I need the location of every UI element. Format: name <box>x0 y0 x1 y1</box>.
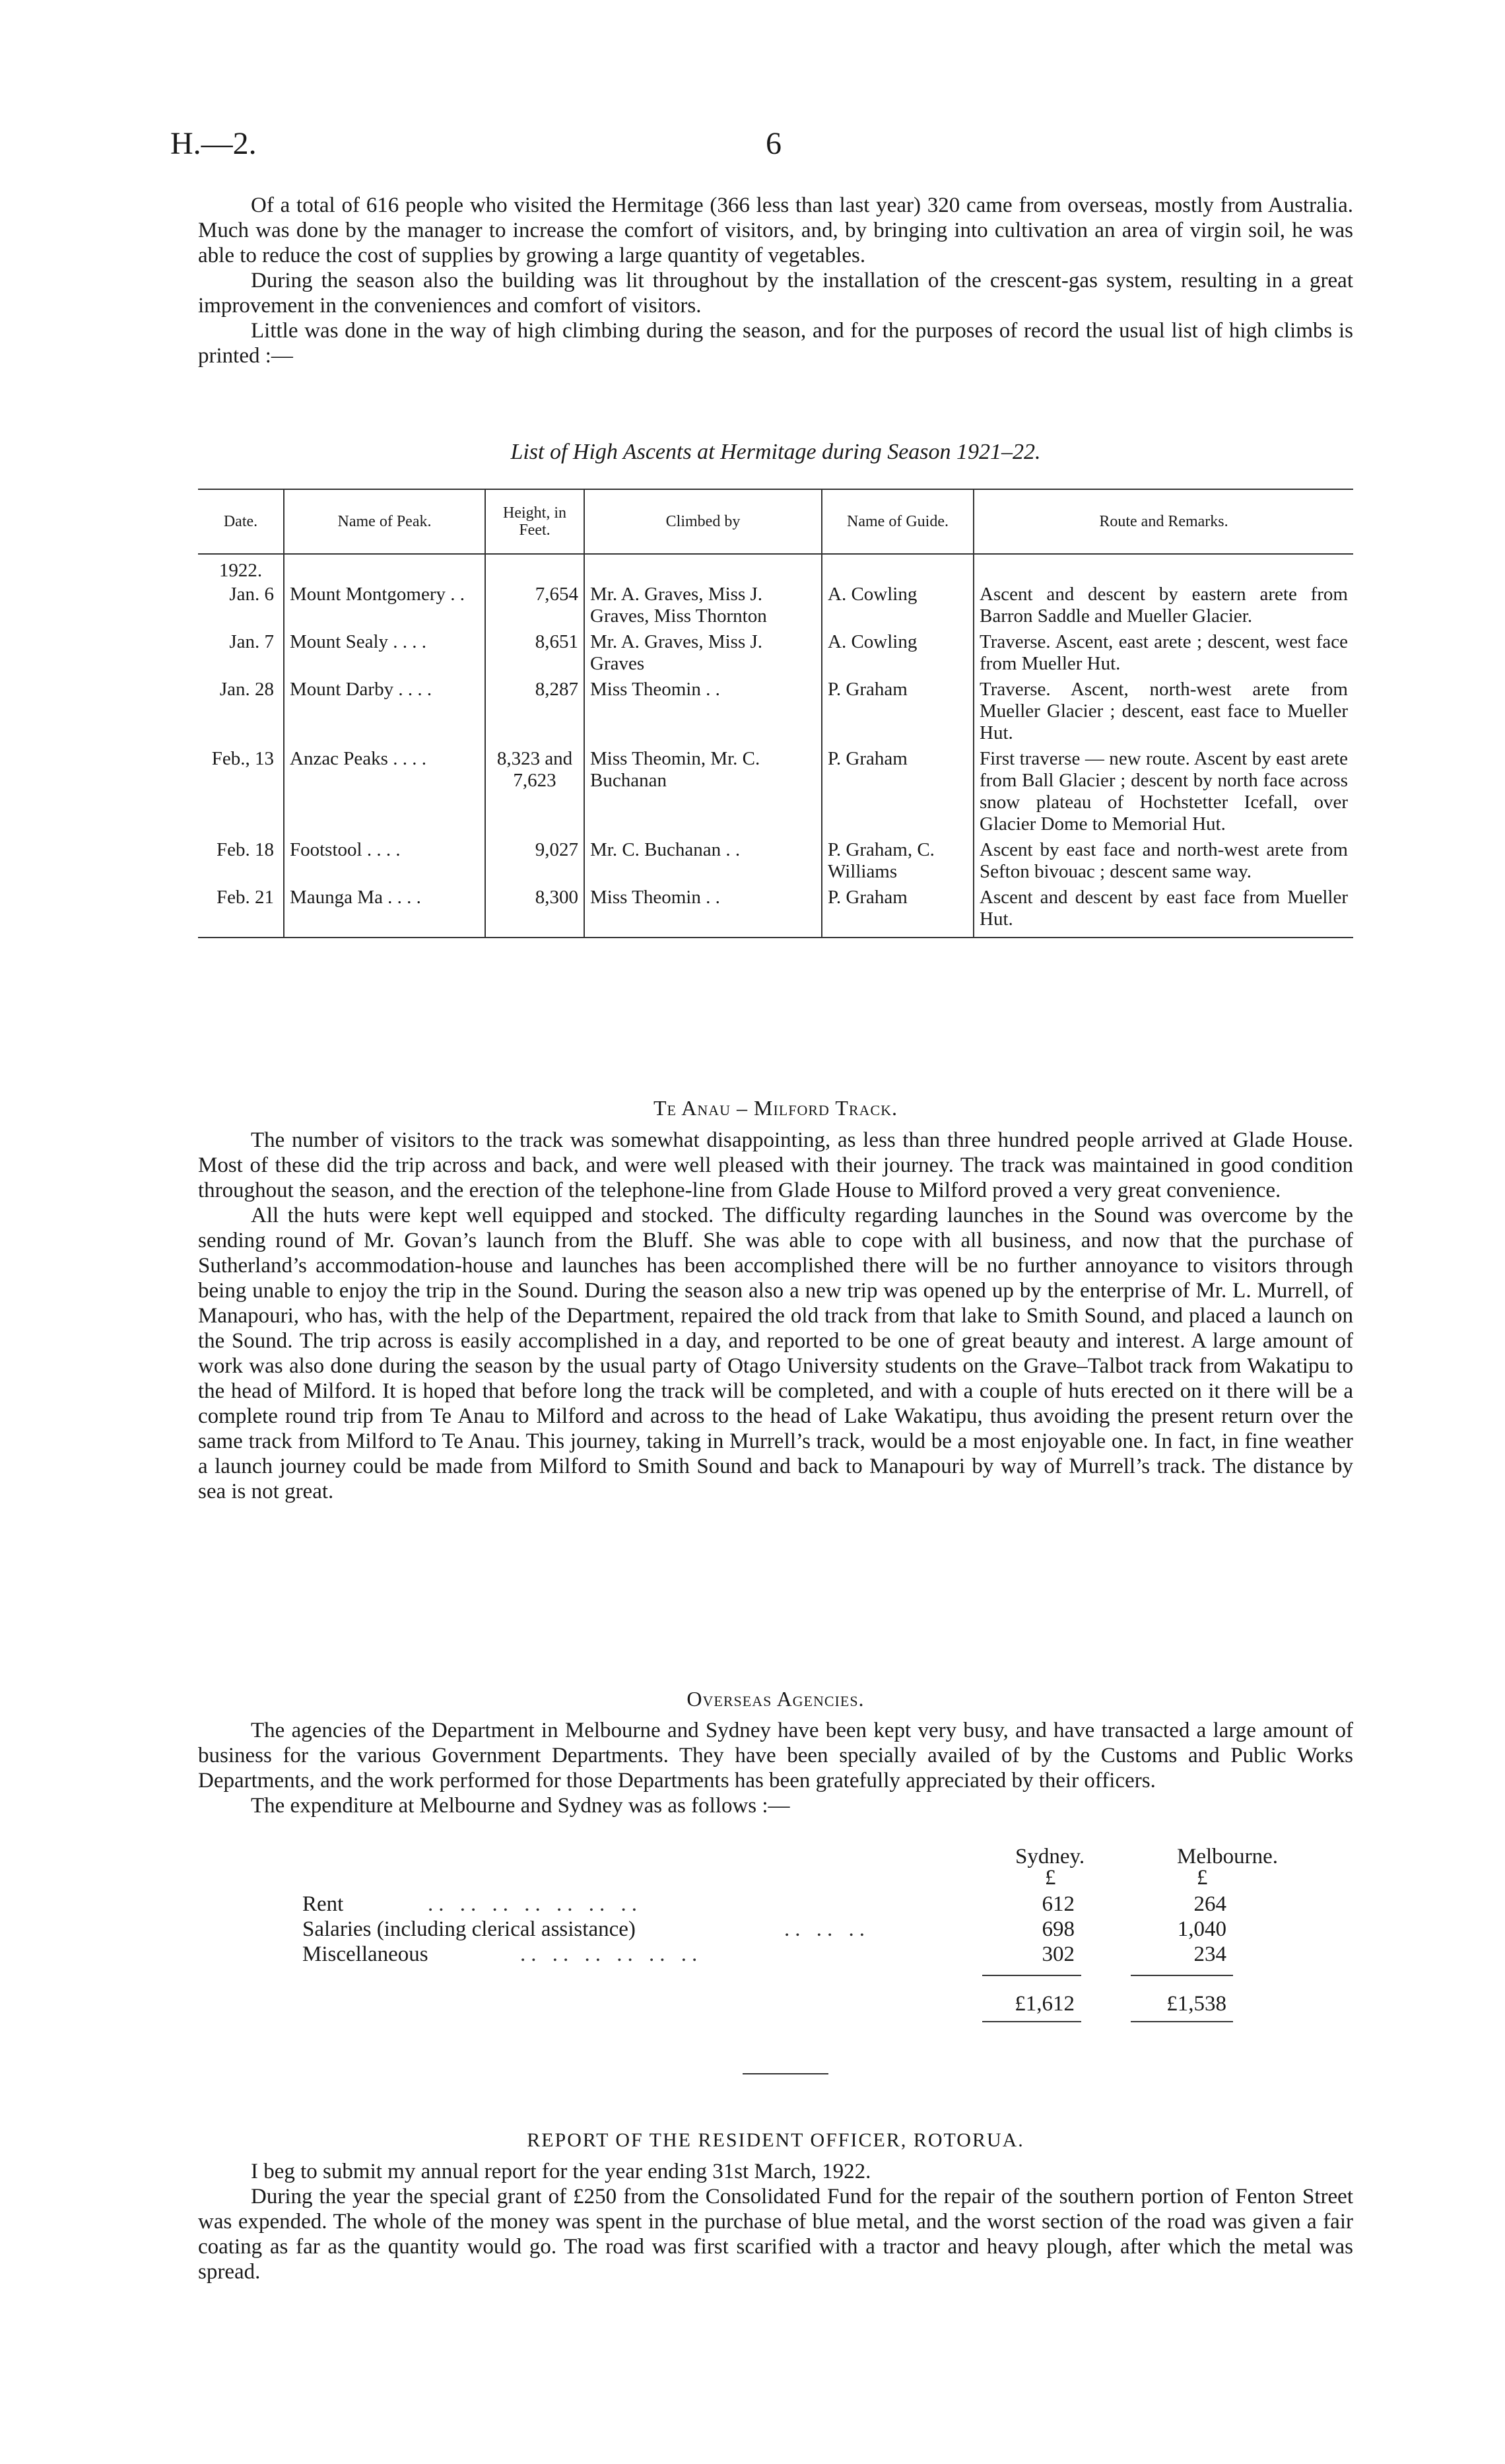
paragraph: The number of visitors to the track was somewhat disappointing, as less than three hundred people arrived at Glade House. Most of these did the trip across and back, and were well pleased with their journey. The track was maintained in good condition throughout the season, and the erection of the telephone-line from Glade House to Milford proved a very great convenience. <box>198 1128 1353 1202</box>
table-row <box>198 746 1353 837</box>
table-row <box>198 837 1353 885</box>
year-row <box>198 554 1353 582</box>
height-cell: 7,654 <box>485 582 584 629</box>
leader-dots: .. .. .. <box>784 1917 870 1941</box>
currency-melbourne: £ <box>1197 1866 1208 1890</box>
table-row <box>198 629 1353 677</box>
guide-cell: P. Graham, C. Williams <box>822 837 974 885</box>
date-cell: Feb. 18 <box>217 839 274 860</box>
table-caption: List of High Ascents at Hermitage during Season 1921–22. <box>510 440 1041 464</box>
date-cell: Jan. 28 <box>219 679 274 700</box>
guide-cell: P. Graham <box>822 746 974 837</box>
page-number: 6 <box>766 126 782 161</box>
table-header-row <box>198 489 1353 554</box>
remarks-cell: First traverse — new route. Ascent by east arete from Ball Glacier ; descent by north face across snow plateau of Hochstetter Icefall, over Glacier Dome to Memorial Hut. <box>974 746 1353 837</box>
expense-row <box>302 1917 1292 1942</box>
leader-dots: .. .. .. .. .. .. .. <box>428 1892 642 1916</box>
column-header: Name of Guide. <box>822 489 974 554</box>
peak-cell: Anzac Peaks . . . . <box>284 746 485 837</box>
date-cell: Feb. 21 <box>198 885 284 938</box>
height-cell: 9,027 <box>485 837 584 885</box>
expense-label: Salaries (including clerical assistance) <box>302 1917 636 1941</box>
peak-cell: Mount Darby . . . . <box>284 677 485 746</box>
column-header: Height, in Feet. <box>485 489 584 554</box>
climbed-by-cell: Mr. A. Graves, Miss J. Graves, Miss Thornton <box>584 582 822 629</box>
rotorua-section <box>198 2159 1353 2284</box>
remarks-cell: Ascent by east face and north-west arete from Sefton bivouac ; descent same way. <box>974 837 1353 885</box>
hermitage-section <box>198 193 1353 368</box>
remarks-cell: Traverse. Ascent, east arete ; descent, west face from Mueller Hut. <box>974 629 1353 677</box>
column-header-melbourne: Melbourne. <box>1177 1845 1279 1868</box>
table-row <box>198 582 1353 629</box>
melbourne-total: £1,538 <box>1166 1992 1226 2016</box>
total-rule-melbourne-bottom <box>1131 2021 1233 2022</box>
year-cell: 1922. <box>218 560 263 581</box>
report-title: REPORT OF THE RESIDENT OFFICER, ROTORUA. <box>527 2129 1024 2151</box>
height-cell: 8,323 and 7,623 <box>485 746 584 837</box>
total-rule-melbourne <box>1131 1975 1233 1976</box>
table-row <box>198 885 1353 938</box>
remarks-cell: Ascent and descent by eastern arete from Barron Saddle and Mueller Glacier. <box>974 582 1353 629</box>
paragraph: Little was done in the way of high climbing during the season, and for the purposes of record the usual list of high climbs is printed :— <box>198 319 1353 368</box>
sydney-value: 302 <box>1042 1942 1075 1966</box>
peak-cell: Maunga Ma . . . . <box>284 885 485 938</box>
peak-cell: Footstool . . . . <box>284 837 485 885</box>
height-cell: 8,651 <box>485 629 584 677</box>
sydney-value: 612 <box>1042 1892 1075 1916</box>
high-ascents-table <box>198 489 1353 938</box>
section-title-te-anau: Te Anau – Milford Track. <box>653 1096 898 1120</box>
date-cell: Jan. 7 <box>229 631 274 652</box>
column-header: Route and Remarks. <box>974 489 1353 554</box>
document-reference: H.—2. <box>170 126 257 161</box>
column-header-sydney: Sydney. <box>1015 1845 1085 1868</box>
melbourne-value: 264 <box>1193 1892 1226 1916</box>
guide-cell: A. Cowling <box>822 629 974 677</box>
paragraph: During the year the special grant of £250 from the Consolidated Fund for the repair of the southern portion of Fenton Street was expended. The whole of the money was spent in the purchase of blue metal, and the worst section of the road was given a fair coating as far as the quantity would go. The road was first scarified with a tractor and heavy plough, after which the metal was spread. <box>198 2185 1353 2284</box>
date-cell: Jan. 6 <box>229 584 274 605</box>
expenditure-table <box>302 1844 1292 2062</box>
section-title-overseas: Overseas Agencies. <box>686 1687 865 1711</box>
sydney-value: 698 <box>1042 1917 1075 1941</box>
guide-cell: P. Graham <box>822 677 974 746</box>
climbed-by-cell: Mr. A. Graves, Miss J. Graves <box>584 629 822 677</box>
paragraph: The expenditure at Melbourne and Sydney was as follows :— <box>251 1794 790 1818</box>
melbourne-value: 234 <box>1193 1942 1226 1966</box>
melbourne-value: 1,040 <box>1177 1917 1226 1941</box>
height-cell: 8,300 <box>485 885 584 938</box>
overseas-section <box>198 1718 1353 1818</box>
column-header: Date. <box>198 489 284 554</box>
te-anau-section <box>198 1128 1353 1504</box>
page-header <box>170 125 1352 165</box>
expense-label: Rent <box>302 1892 344 1916</box>
peak-cell: Mount Montgomery . . <box>284 582 485 629</box>
guide-cell: P. Graham <box>822 885 974 938</box>
date-cell: Feb., 13 <box>211 748 274 769</box>
total-rule-sydney <box>982 1975 1081 1976</box>
expense-row <box>302 1942 1292 1967</box>
paragraph: All the huts were kept well equipped and stocked. The difficulty regarding launches in the Sound was overcome by the sending round of Mr. Govan’s launch from the Bluff. She was able to cope with all business, and now that the purchase of Sutherland’s accommodation-house and launches has been accomplished there will be no further annoyance to visitors through being unable to enjoy the trip in the Sound. During the season also a new trip was opened up by the enterprise of Mr. L. Murrell, of Manapouri, who has, with the help of the Department, repaired the old track from that lake to Smith Sound, and placed a launch on the Sound. The trip across is easily accomplished in a day, and reported to be one of great beauty and interest. A large amount of work was also done during the season by the usual party of Otago University students on the Grave–Talbot track from Wakatipu to the head of Milford. It is hoped that before long the track will be completed, and with a couple of huts erected on it there will be a complete round trip from Te Anau to Milford and across to the head of Lake Wakatipu, thus avoiding the present return over the same track from Milford to Te Anau. This journey, taking in Murrell’s track, would be a most enjoyable one. In fact, in fine weather a launch journey could be made from Milford to Smith Sound and back to Manapouri by way of Murrell’s track. The distance by sea is not great. <box>198 1204 1353 1503</box>
paragraph: The agencies of the Department in Melbourne and Sydney have been kept very busy, and have transacted a large amount of business for the various Government Departments. They have been specially availed of by the Customs and Public Works Departments, and the work performed for those Departments has been gratefully appreciated by their officers. <box>198 1719 1353 1793</box>
section-divider <box>743 2073 828 2074</box>
peak-cell: Mount Sealy . . . . <box>284 629 485 677</box>
paragraph: During the season also the building was lit throughout by the installation of the crescent-gas system, resulting in a great improvement in the conveniences and comfort of visitors. <box>198 269 1353 318</box>
climbed-by-cell: Miss Theomin, Mr. C. Buchanan <box>584 746 822 837</box>
leader-dots: .. .. .. .. .. .. <box>520 1942 703 1966</box>
expense-label: Miscellaneous <box>302 1942 428 1966</box>
paragraph: I beg to submit my annual report for the year ending 31st March, 1922. <box>251 2160 871 2183</box>
total-rule-sydney-bottom <box>982 2021 1081 2022</box>
climbed-by-cell: Miss Theomin . . <box>584 677 822 746</box>
remarks-cell: Traverse. Ascent, north-west arete from Mueller Glacier ; descent, east face to Mueller Hut. <box>974 677 1353 746</box>
guide-cell: A. Cowling <box>822 582 974 629</box>
table-row <box>198 677 1353 746</box>
remarks-cell: Ascent and descent by east face from Mueller Hut. <box>974 885 1353 938</box>
currency-sydney: £ <box>1045 1866 1056 1890</box>
sydney-total: £1,612 <box>1015 1992 1075 2016</box>
climbed-by-cell: Miss Theomin . . <box>584 885 822 938</box>
paragraph: Of a total of 616 people who visited the Hermitage (366 less than last year) 320 came from overseas, mostly from Australia. Much was done by the manager to increase the comfort of visitors, and, by bringing into cultivation an area of virgin soil, he was able to reduce the cost of supplies by growing a large quantity of vegetables. <box>198 193 1353 267</box>
column-header: Name of Peak. <box>284 489 485 554</box>
height-cell: 8,287 <box>485 677 584 746</box>
column-header: Climbed by <box>584 489 822 554</box>
expense-row <box>302 1892 1292 1917</box>
climbed-by-cell: Mr. C. Buchanan . . <box>584 837 822 885</box>
